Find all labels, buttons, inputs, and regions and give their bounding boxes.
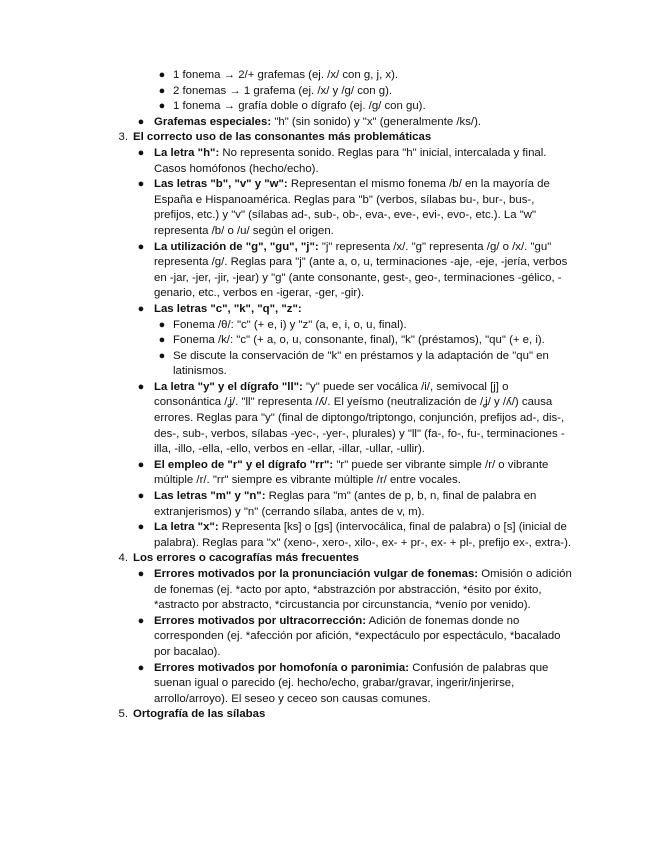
bullet-icon: ● xyxy=(137,302,145,315)
bullet-icon: ● xyxy=(137,178,145,191)
bullet-icon: ● xyxy=(137,146,145,159)
bullet-icon: ● xyxy=(158,318,166,331)
bullet-icon: ● xyxy=(137,380,145,393)
bullet-icon: ● xyxy=(158,100,166,113)
bullet-icon: ● xyxy=(158,334,166,347)
list-item: ● Errores motivados por ultracorrección: Adición de fonemas donde no corresponden (ej. *afección por afición, *expectáculo por espectáculo, *bacalado por bacalao). xyxy=(0,614,655,661)
list-item: ● La utilización de "g", "gu", "j": "j" representa /x/. "g" representa /g/ o /x/. "gu" representa /g/. Reglas para "j" (ante a, o, u, terminaciones -aje, -eje, -jería, verbos en -jar, -jer, -jir, -jear) y "g" (ante consonante, gest-, geo-, terminaciones -gélico, -genario, etc., verbos en -igerar, -ger, -gir). xyxy=(0,240,655,302)
bullet-icon: ● xyxy=(137,568,145,580)
bullet-icon: ● xyxy=(137,458,145,471)
section-title: Los errores o cacografías más frecuentes xyxy=(133,552,360,565)
section-title: El correcto uso de las consonantes más problemáticas xyxy=(133,131,432,144)
bullet-icon: ● xyxy=(137,240,145,253)
bullet-icon: ● xyxy=(158,349,166,362)
list-item: ● Fonema /k/: "c" (+ a, o, u, consonante, final), "k" (préstamos), "qu" (+ e, i). xyxy=(0,333,655,349)
bullet-icon: ● xyxy=(137,521,145,534)
bullet-icon: ● xyxy=(137,614,145,627)
list-item: ● Errores motivados por la pronunciación vulgar de fonemas: Omisión o adición de fonemas (ej. *acto por apto, *abstrazción por abstracción, *ésito por éxito, *astracto por abstracto, *circustancia por circunstancia, *venío por venido). xyxy=(0,567,655,614)
list-item: ● 1 fonema → 2/+ grafemas (ej. /x/ con g, j, x). xyxy=(0,68,655,84)
bullet-icon: ● xyxy=(158,84,166,97)
section-heading: 4. Los errores o cacografías más frecuentes xyxy=(118,552,360,565)
section-title: Ortografía de las sílabas xyxy=(133,708,266,721)
section-heading: 5. Ortografía de las sílabas xyxy=(118,708,266,721)
list-item: ● Se discute la conservación de "k" en préstamos y la adaptación de "qu" en latinismos. xyxy=(0,349,655,380)
list-item: ● Errores motivados por homofonía o paronimia: Confusión de palabras que suenan igual o parecido (ej. hecho/echo, grabar/gravar, ingerir/injerirse, arrollo/arroyo). El seseo y ceceo son causas comunes. xyxy=(0,661,655,708)
list-item: ● Fonema /θ/: "c" (+ e, i) y "z" (a, e, i, o, u, final). xyxy=(0,318,655,334)
bullet-icon: ● xyxy=(137,490,145,503)
list-item: ● Las letras "c", "k", "q", "z": xyxy=(0,302,655,318)
list-item: ● El empleo de "r" y el dígrafo "rr": "r" puede ser vibrante simple /r/ o vibrante múltiple /r/. "rr" siempre es vibrante múltiple /r/ entre vocales. xyxy=(0,458,655,489)
document-page xyxy=(0,68,655,723)
bullet-icon: ● xyxy=(158,69,166,81)
list-item: ● 2 fonemas → 1 grafema (ej. /x/ y /g/ con g). xyxy=(0,84,655,100)
section-heading: 3. El correcto uso de las consonantes más problemáticas xyxy=(118,131,432,144)
list-item: ● La letra "y" y el dígrafo "ll": "y" puede ser vocálica /i/, semivocal [j] o consonántica /ʝ/. "ll" representa /ʎ/. El yeísmo (neutralización de /ʝ/ y /ʎ/) causa errores. Reglas para "y" (final de diptongo/triptongo, conjunción, prefijos ad-, dis-, des-, sub-, verbos, sílabas -yec-, -yer-, plurales) y "ll" (fa-, fo-, fu-, terminaciones -illa, -illo, -ella, -ello, verbos en -ellar, -illar, -ullar, -ullir). xyxy=(0,380,655,458)
list-item: ● La letra "x": Representa [ks] o [gs] (intervocálica, final de palabra) o [s] (inicial de palabra). Reglas para "x" (xeno-, xero-, xilo-, ex- + pr-, ex- + pl-, prefijo ex-, extra-). xyxy=(0,520,655,551)
bullet-icon: ● xyxy=(137,661,145,674)
list-item: ● Las letras "b", "v" y "w": Representan el mismo fonema /b/ en la mayoría de España e Hispanoamérica. Reglas para "b" (verbos, sílabas bu-, bur-, bus-, prefijos, etc.) y "v" (sílabas ad-, sub-, ob-, eva-, eve-, evi-, evo-, etc.). La "w" representa /b/ o /u/ según el origen. xyxy=(0,177,655,239)
list-item: ● Grafemas especiales: "h" (sin sonido) y "x" (generalmente /ks/). xyxy=(0,115,655,131)
list-item: ● Las letras "m" y "n": Reglas para "m" (antes de p, b, n, final de palabra en extranjerismos) y "n" (cerrando sílaba, antes de v, m). xyxy=(0,489,655,520)
bullet-icon: ● xyxy=(137,115,145,128)
list-item: ● 1 fonema → grafía doble o dígrafo (ej. /g/ con gu). xyxy=(0,99,655,115)
list-item: ● La letra "h": No representa sonido. Reglas para "h" inicial, intercalada y final. Casos homófonos (hecho/echo). xyxy=(0,146,655,177)
